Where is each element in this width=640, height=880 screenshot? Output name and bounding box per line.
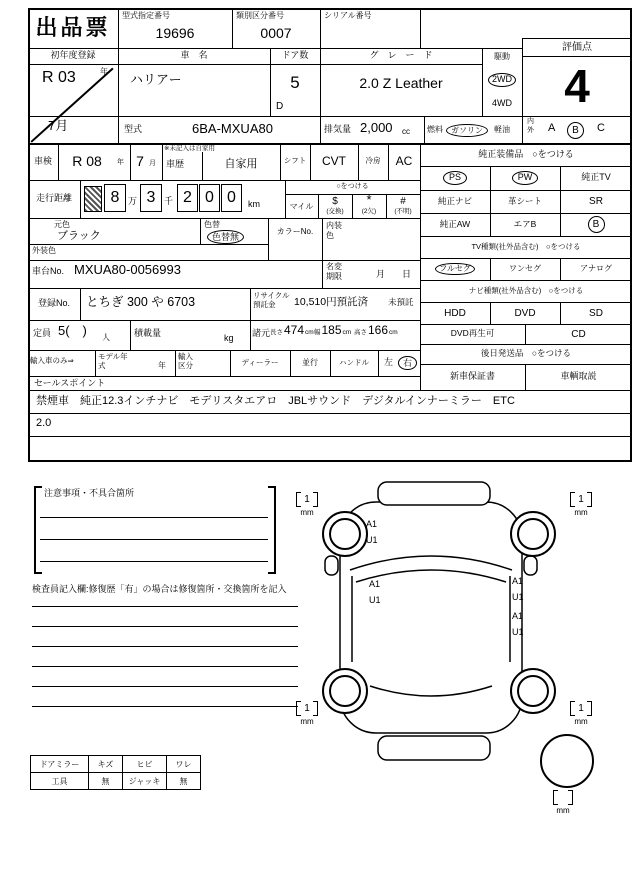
color-change-label: 色替 (204, 220, 220, 229)
damage-mark: U1 (512, 592, 524, 602)
handle-right-option: 右 (398, 356, 417, 370)
exterior-color-label: 外装色 (32, 246, 56, 255)
table-cell-tools: 工具 (31, 773, 89, 790)
length-label: 長さ (270, 329, 283, 337)
doors-label: ドア数 (281, 50, 309, 61)
note-line (40, 561, 268, 562)
line (28, 320, 420, 321)
class-code-value: 0007 (260, 25, 292, 42)
score-label: 評価点 (562, 41, 592, 53)
fullseg-cell (420, 258, 490, 280)
cool-label: 冷房 (365, 156, 381, 166)
fuel-gasoline-cell (446, 120, 488, 138)
dealer-option: ディーラー (241, 357, 279, 367)
tread-value (558, 790, 568, 805)
shift-label: シフト (283, 156, 307, 166)
note-line (32, 706, 298, 707)
drive-2wd-option: 2WD (488, 73, 516, 87)
leather-seat-option: 革シート (507, 195, 542, 206)
bracket (290, 492, 324, 507)
rating-a: A (548, 122, 556, 134)
class-code-label: 類別区分番号 (236, 11, 284, 20)
ps-option: PS (443, 171, 467, 185)
line (95, 350, 96, 376)
length-group (270, 324, 314, 338)
table-cell-break: ワレ (167, 756, 201, 773)
mile-label: マイル (289, 201, 314, 211)
handle-left-option: 左 (384, 357, 394, 367)
note-line (40, 539, 268, 540)
tread-depth-rear-right (564, 701, 598, 726)
color-change-cell (207, 227, 244, 245)
displacement-unit: cc (402, 127, 410, 136)
genuine-tv-option: 純正TV (581, 172, 611, 183)
mileage-digit-1: 0 (221, 184, 242, 212)
mileage-man-unit: 万 (128, 196, 138, 206)
line (80, 288, 81, 320)
line (28, 116, 632, 117)
later-shipping-title: 後日発送品 ○をつける (480, 348, 572, 359)
model-designation-value: 19696 (155, 25, 195, 42)
month-label: 月 (376, 269, 386, 279)
capacity-value: 5( ) (58, 323, 87, 338)
chassis-value: MXUA80-0056993 (74, 262, 181, 277)
color-change-value: 色替無 (207, 230, 244, 244)
damage-mark: A1 (369, 579, 381, 589)
bracket (290, 701, 324, 716)
mileage-digit-100: 2 (177, 184, 198, 212)
history-note: ※未記入は自家用 (164, 145, 215, 152)
line (28, 218, 420, 219)
fullseg-option: フルセグ (435, 263, 475, 276)
handle-right-cell (398, 353, 417, 371)
manual-option: 車輌取説 (560, 371, 597, 382)
genuine-navi-option: 純正ナビ (437, 195, 472, 206)
model-code-label: 型式 (124, 124, 143, 134)
tread-unit: mm (574, 508, 588, 517)
mileage-digit-10: 0 (199, 184, 220, 212)
line (250, 288, 251, 350)
height-value: 166 (368, 323, 389, 337)
rating-c: C (597, 122, 605, 134)
cd-option: CD (571, 328, 586, 340)
displacement-label: 排気量 (324, 124, 352, 134)
damage-mark: U1 (369, 595, 381, 605)
fuel-gasoline-option: ガソリン (446, 124, 488, 137)
line (200, 218, 201, 244)
capacity-unit: 人 (102, 333, 110, 342)
line (28, 64, 482, 65)
line (162, 143, 163, 180)
table-cell-scratch: キズ (89, 756, 123, 773)
rear-window-line (370, 686, 492, 696)
history-label: 車歴 (166, 159, 185, 169)
name-change-label: 名変期限 (326, 262, 342, 281)
capacity-label: 定員 (33, 328, 52, 338)
fuel-diesel-option: 軽油 (494, 125, 510, 134)
line (28, 8, 30, 462)
base-color-label: 元色 (54, 220, 70, 229)
damage-mark: A1 (512, 576, 524, 586)
bracket (564, 701, 598, 716)
grade-label: グ レ ー ド (369, 50, 433, 61)
doors-sub: D (276, 101, 284, 112)
damage-mark: U1 (512, 627, 524, 637)
day-label: 日 (402, 269, 412, 279)
wheel-front-right-inner (518, 519, 548, 549)
load-label: 積載量 (134, 328, 162, 338)
star-symbol: * (366, 192, 372, 208)
line (378, 350, 379, 376)
dvd-play-option: DVD再生可 (450, 328, 495, 339)
line (28, 288, 420, 289)
shaken-year: R 08 (72, 152, 102, 169)
height-label: 高さ (354, 329, 367, 337)
history-value: 自家用 (224, 157, 258, 170)
inspector-note: 検査員記入欄:修復歴「有」の場合は修復箇所・交換箇所を記入 (32, 584, 287, 594)
mileage-sen-unit: 千 (164, 196, 174, 206)
grade-value: 2.0 Z Leather (359, 75, 443, 92)
tread-value: 1 (578, 703, 584, 714)
tread-unit: mm (574, 717, 588, 726)
first-reg-month: 7月 (48, 118, 69, 133)
sunroof-option: SR (589, 196, 603, 207)
cool-value: AC (395, 153, 413, 168)
windshield-line (350, 556, 512, 570)
tread-unit: mm (300, 508, 314, 517)
model-code-value: 6BA-MXUA80 (192, 121, 273, 137)
drive-2wd-cell (482, 68, 522, 92)
drive-label: 駆動 (494, 51, 510, 61)
spare-tire (541, 735, 593, 787)
model-year-suffix: 年 (158, 361, 166, 370)
sheet-title: 出品票 (35, 14, 111, 40)
serial-label: シリアル番号 (324, 11, 372, 20)
line (28, 376, 420, 377)
caution-label: 注意事項・不具合箇所 (44, 488, 135, 498)
interior-color-label: 内装色 (326, 221, 342, 240)
wheel-rear-left-inner (330, 676, 360, 706)
dollar-note: (交換) (326, 207, 344, 215)
car-top-view-diagram (290, 476, 630, 826)
score-value: 4 (564, 59, 590, 112)
note-line (32, 666, 298, 667)
damage-mark: A1 (512, 611, 524, 621)
note-line (32, 606, 298, 607)
parallel-option: 並行 (302, 357, 318, 367)
tread-unit: mm (556, 806, 570, 815)
handle-label: ハンドル (339, 357, 369, 367)
note-line (32, 646, 298, 647)
line (28, 390, 632, 391)
note-line (32, 686, 298, 687)
sd-option: SD (589, 307, 603, 319)
star-note: (2欠) (361, 207, 377, 215)
tread-depth-rear-left (290, 701, 324, 726)
mileage-digit-man: 8 (104, 184, 126, 212)
shaken-month-suffix: 月 (149, 160, 156, 167)
mileage-digit-box-10man (84, 186, 102, 212)
import-class-label: 輸入区分 (178, 352, 193, 371)
sales-point-line2: 2.0 (36, 417, 52, 429)
mileage-label: 走行距離 (35, 193, 72, 204)
navi-type-title: ナビ種類(社外品含む) ○をつける (468, 285, 584, 295)
tread-unit: mm (300, 717, 314, 726)
line (28, 460, 632, 462)
tread-depth-spare (546, 790, 580, 815)
wheel-front-left-inner (330, 519, 360, 549)
pw-option: PW (512, 171, 539, 185)
width-value: 185 (321, 323, 342, 337)
dims-label: 諸元 (252, 328, 271, 338)
airbag-option: エアB (513, 218, 537, 229)
wheel-rear-right-inner (518, 676, 548, 706)
width-unit: cm (342, 329, 352, 337)
right-mirror (524, 556, 537, 575)
color-no-label: カラーNo. (276, 226, 314, 236)
genuine-aw-option: 純正AW (439, 218, 471, 229)
hash-symbol: # (400, 195, 406, 207)
width-label: 幅 (314, 329, 321, 337)
displacement-value: 2,000 (360, 120, 393, 135)
equipment-title: 純正装備品 ○をつける (478, 148, 574, 159)
height-group (354, 324, 398, 338)
doors-value: 5 (290, 72, 300, 92)
line (322, 218, 323, 288)
oneseg-option: ワンセグ (509, 263, 541, 273)
bracket (564, 492, 598, 507)
ps-cell (420, 166, 490, 190)
shaken-month: 7 (136, 152, 144, 169)
recycle-alt: 未預託 (388, 297, 414, 307)
tv-type-title: TV種類(社外品含む) ○をつける (471, 241, 581, 251)
analog-option: アナログ (580, 263, 612, 273)
sales-point-header: セールスポイント (34, 378, 106, 388)
note-line (32, 626, 298, 627)
dvd-option: DVD (514, 307, 536, 319)
load-unit: kg (224, 333, 234, 343)
tread-value: 1 (304, 703, 310, 714)
line (420, 8, 421, 48)
vehicle-name-label: 車 名 (180, 50, 208, 61)
note-line (40, 517, 268, 518)
b-mark: B (588, 216, 605, 233)
reg-no-value: とちぎ 300 や 6703 (86, 295, 196, 309)
left-mirror (325, 556, 338, 575)
mileage-unit: km (248, 199, 260, 209)
tread-depth-front-right (564, 492, 598, 517)
dollar-symbol: $ (332, 195, 338, 207)
first-reg-year-suffix: 年 (100, 67, 108, 76)
shaken-label: 車検 (33, 155, 52, 166)
shaken-year-suffix: 年 (117, 159, 124, 166)
base-color-value: ブラック (57, 230, 101, 242)
int-ext-label: 内外 (527, 118, 534, 134)
line (28, 436, 632, 437)
shift-value: CVT (322, 153, 346, 168)
tread-value: 1 (304, 494, 310, 505)
line (80, 180, 81, 218)
rating-b: B (567, 122, 584, 139)
warranty-option: 新車保証書 (449, 371, 495, 382)
pw-cell (490, 166, 560, 190)
recycle-value: 10,510円預託済 (294, 296, 369, 308)
first-reg-label: 初年度登録 (50, 50, 96, 61)
rear-bumper (378, 736, 490, 760)
mileage-digit-sen: 3 (140, 184, 162, 212)
height-unit: cm (389, 329, 398, 337)
line (175, 350, 176, 376)
table-cell-door-mirror: ドアミラー (31, 756, 89, 773)
model-designation-label: 型式指定番号 (122, 11, 170, 20)
line (424, 116, 425, 143)
length-unit: cm (305, 329, 314, 337)
chassis-label: 車台No. (32, 266, 65, 276)
reg-no-label: 登録No. (37, 298, 70, 309)
rating-b-cell (567, 120, 584, 139)
width-group (314, 324, 351, 338)
bracket (546, 790, 580, 805)
damage-mark: U1 (366, 535, 378, 545)
tread-value: 1 (578, 494, 584, 505)
line (28, 260, 420, 261)
tools-condition-table (30, 755, 201, 790)
length-value: 474 (284, 323, 305, 337)
line (130, 320, 131, 350)
caution-bracket-right (268, 486, 276, 574)
line (28, 413, 632, 414)
front-bumper (378, 482, 490, 505)
tread-depth-front-left (290, 492, 324, 517)
mileage-circle-note: ○をつける (336, 183, 369, 191)
table-cell-jack: ジャッキ (123, 773, 167, 790)
sales-point-line1: 禁煙車 純正12.3インチナビ モデリスタエアロ JBLサウンド デジタルインナーミラー ETC (36, 395, 515, 407)
table-cell-none-1: 無 (89, 773, 123, 790)
recycle-label: リサイクル預託金 (253, 291, 290, 310)
vehicle-name-value: ハリアー (130, 72, 182, 87)
model-year-label: モデル年式 (98, 352, 128, 371)
drive-4wd-option: 4WD (492, 98, 512, 109)
b-mark-cell (560, 213, 632, 236)
table-cell-none-2: 無 (167, 773, 201, 790)
first-reg-year: R 03 (42, 69, 76, 86)
table-cell-crack: ヒビ (123, 756, 167, 773)
hash-note: (不明) (394, 207, 412, 215)
hdd-option: HDD (444, 307, 466, 319)
damage-mark: A1 (366, 519, 378, 529)
import-only-label: 輸入車のみ⇒ (30, 356, 74, 365)
fuel-label: 燃料 (427, 125, 443, 134)
